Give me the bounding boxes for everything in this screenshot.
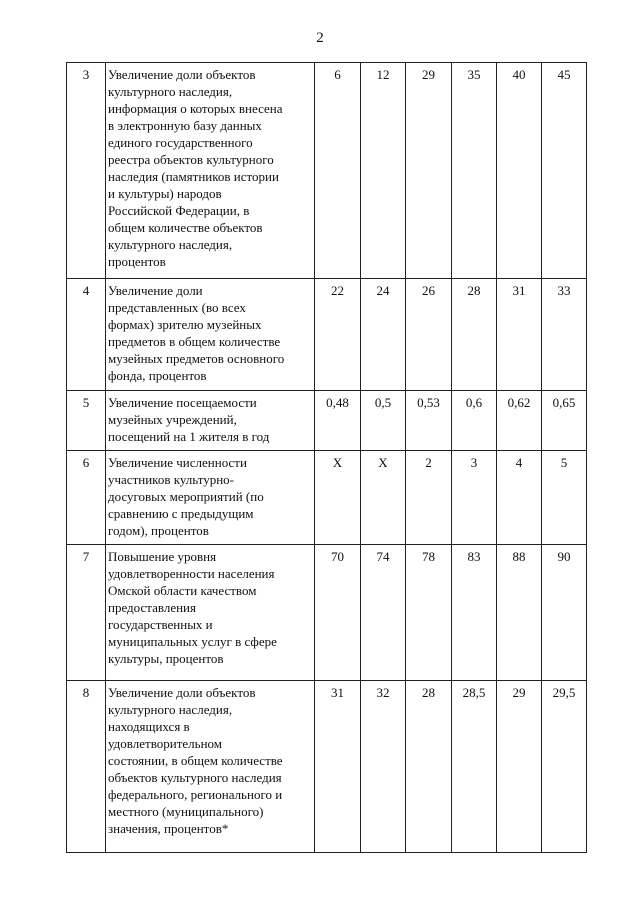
year-value: 31: [497, 279, 542, 391]
indicator-description: [106, 545, 315, 681]
year-value: 31: [315, 681, 361, 853]
row-number: 7: [67, 545, 106, 681]
description-line: Повышение уровня: [108, 549, 217, 564]
description-line: муниципальных услуг в сфере: [108, 634, 277, 649]
description-line: процентов: [108, 254, 166, 269]
year-value: 45: [542, 63, 587, 279]
description-line: Российской Федерации, в: [108, 203, 250, 218]
description-line: культуры, процентов: [108, 651, 224, 666]
year-value: 32: [361, 681, 406, 853]
description-line: Увеличение численности: [108, 455, 247, 470]
description-line: формах) зрителю музейных: [108, 317, 262, 332]
description-line: посещений на 1 жителя в год: [108, 429, 270, 444]
year-value: 29,5: [542, 681, 587, 853]
description-line: значения, процентов*: [108, 821, 229, 836]
row-number: 5: [67, 391, 106, 451]
description-line: местного (муниципального): [108, 804, 264, 819]
table-row: [67, 681, 587, 853]
description-line: объектов культурного наследия: [108, 770, 282, 785]
description-line: общем количестве объектов: [108, 220, 263, 235]
description-line: единого государственного: [108, 135, 253, 150]
description-line: состоянии, в общем количестве: [108, 753, 283, 768]
year-value: 4: [497, 451, 542, 545]
year-value: 29: [406, 63, 452, 279]
description-line: удовлетворительном: [108, 736, 223, 751]
year-value: 78: [406, 545, 452, 681]
year-value: 28: [452, 279, 497, 391]
description-line: информация о которых внесена: [108, 101, 283, 116]
year-value: 24: [361, 279, 406, 391]
description-line: культурного наследия,: [108, 237, 233, 252]
year-value: 26: [406, 279, 452, 391]
year-value: 28,5: [452, 681, 497, 853]
description-line: находящихся в: [108, 719, 190, 734]
year-value: 0,62: [497, 391, 542, 451]
description-line: предоставления: [108, 600, 196, 615]
description-line: государственных и: [108, 617, 213, 632]
indicator-description: [106, 391, 315, 451]
year-value: 22: [315, 279, 361, 391]
table-row: [67, 63, 587, 279]
year-value: 83: [452, 545, 497, 681]
year-value: 33: [542, 279, 587, 391]
row-number: 6: [67, 451, 106, 545]
description-line: федерального, регионального и: [108, 787, 283, 802]
row-number: 8: [67, 681, 106, 853]
description-line: в электронную базу данных: [108, 118, 262, 133]
year-value: 0,5: [361, 391, 406, 451]
table-row: [67, 545, 587, 681]
indicator-description: [106, 451, 315, 545]
description-line: представленных (во всех: [108, 300, 246, 315]
year-value: 2: [406, 451, 452, 545]
table-body: [67, 63, 587, 853]
year-value: 0,53: [406, 391, 452, 451]
indicator-description: [106, 681, 315, 853]
table-row: [67, 279, 587, 391]
year-value: 5: [542, 451, 587, 545]
year-value: 90: [542, 545, 587, 681]
year-value: 35: [452, 63, 497, 279]
indicators-table: [66, 62, 587, 853]
description-line: фонда, процентов: [108, 368, 207, 383]
year-value: 12: [361, 63, 406, 279]
year-value: 29: [497, 681, 542, 853]
year-value: 70: [315, 545, 361, 681]
year-value: 6: [315, 63, 361, 279]
description-line: Увеличение доли: [108, 283, 203, 298]
description-line: музейных учреждений,: [108, 412, 237, 427]
description-line: реестра объектов культурного: [108, 152, 274, 167]
indicator-description: [106, 63, 315, 279]
year-value: 0,65: [542, 391, 587, 451]
row-number: 4: [67, 279, 106, 391]
table-row: [67, 391, 587, 451]
year-value: 0,6: [452, 391, 497, 451]
description-line: культурного наследия,: [108, 84, 233, 99]
description-line: Омской области качеством: [108, 583, 257, 598]
page-number: 2: [316, 30, 324, 46]
description-line: удовлетворенности населения: [108, 566, 275, 581]
description-line: досуговых мероприятий (по: [108, 489, 264, 504]
description-line: Увеличение доли объектов: [108, 685, 256, 700]
year-value: Х: [361, 451, 406, 545]
year-value: 74: [361, 545, 406, 681]
description-line: музейных предметов основного: [108, 351, 285, 366]
description-line: предметов в общем количестве: [108, 334, 281, 349]
description-line: участников культурно-: [108, 472, 234, 487]
description-line: Увеличение посещаемости: [108, 395, 257, 410]
description-line: Увеличение доли объектов: [108, 67, 256, 82]
indicator-description: [106, 279, 315, 391]
year-value: 88: [497, 545, 542, 681]
row-number: 3: [67, 63, 106, 279]
year-value: 40: [497, 63, 542, 279]
description-line: сравнению с предыдущим: [108, 506, 254, 521]
description-line: и культуры) народов: [108, 186, 222, 201]
year-value: 3: [452, 451, 497, 545]
description-line: наследия (памятников истории: [108, 169, 279, 184]
description-line: культурного наследия,: [108, 702, 233, 717]
year-value: 28: [406, 681, 452, 853]
year-value: 0,48: [315, 391, 361, 451]
year-value: Х: [315, 451, 361, 545]
table-row: [67, 451, 587, 545]
description-line: годом), процентов: [108, 523, 209, 538]
